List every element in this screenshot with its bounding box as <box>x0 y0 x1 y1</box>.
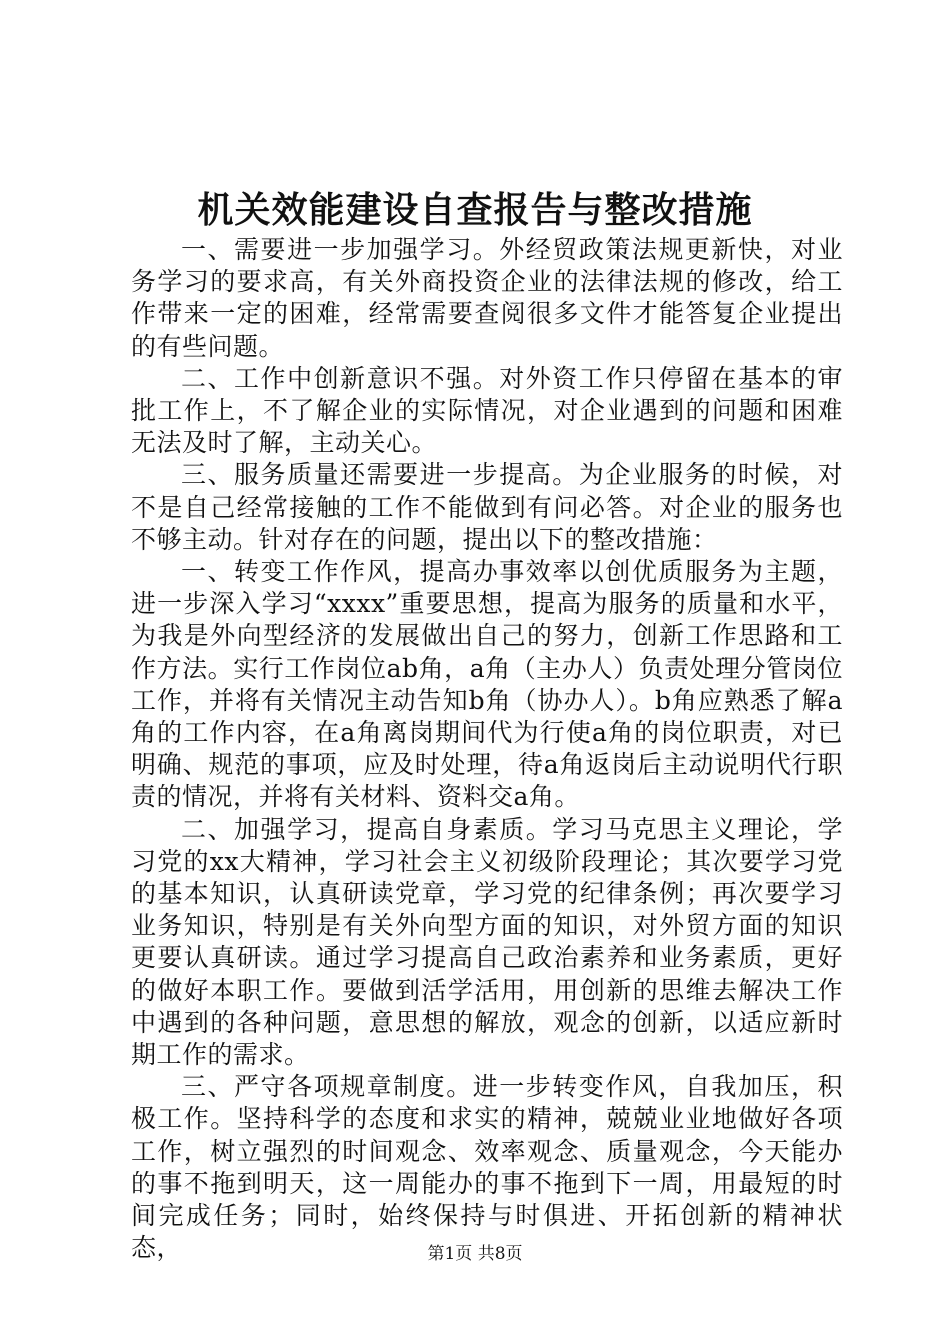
paragraph-2: 二、工作中创新意识不强。对外资工作只停留在基本的审批工作上，不了解企业的实际情况，对企业遇到的问题和困难无法及时了解，主动关心。 <box>131 363 843 458</box>
paragraph-5: 二、加强学习，提高自身素质。学习马克思主义理论，学习党的xx大精神，学习社会主义初级阶段理论；其次要学习党的基本知识，认真研读党章，学习党的纪律条例；再次要学习业务知识，特别是有关外向型方面的知识，对外贸方面的知识更要认真研读。通过学习提高自己政治素养和业务素质，更好的做好本职工作。要做到活学活用，用创新的思维去解决工作中遇到的各种问题，意思想的解放，观念的创新，以适应新时期工作的需求。 <box>131 814 843 1070</box>
paragraph-4: 一、转变工作作风，提高办事效率以创优质服务为主题，进一步深入学习“xxxx”重要思想，提高为服务的质量和水平，为我是外向型经济的发展做出自己的努力，创新工作思路和工作方法。实行工作岗位ab角，a角（主办人）负责处理分管岗位工作，并将有关情况主动告知b角（协办人）。b角应熟悉了解a角的工作内容，在a角离岗期间代为行使a角的岗位职责，对已明确、规范的事项，应及时处理，待a角返岗后主动说明代行职责的情况，并将有关材料、资料交a角。 <box>131 557 843 812</box>
document-title: 机关效能建设自查报告与整改措施 <box>197 189 753 231</box>
paragraph-6: 三、严守各项规章制度。进一步转变作风，自我加压，积极工作。坚持科学的态度和求实的精神，兢兢业业地做好各项工作，树立强烈的时间观念、效率观念、质量观念，今天能办的事不拖到明天，这一周能办的事不拖到下一周，用最短的时间完成任务；同时，始终保持与时俱进、开拓创新的精神状态， <box>131 1072 843 1263</box>
paragraph-1: 一、需要进一步加强学习。外经贸政策法规更新快，对业务学习的要求高，有关外商投资企业的法律法规的修改，给工作带来一定的困难，经常需要查阅很多文件才能答复企业提出的有些问题。 <box>131 235 843 361</box>
page-number-footer: 第1页 共8页 <box>427 1244 523 1264</box>
paragraph-3: 三、服务质量还需要进一步提高。为企业服务的时候，对不是自己经常接触的工作不能做到有问必答。对企业的服务也不够主动。针对存在的问题，提出以下的整改措施： <box>131 460 843 554</box>
document-body <box>131 234 843 1265</box>
